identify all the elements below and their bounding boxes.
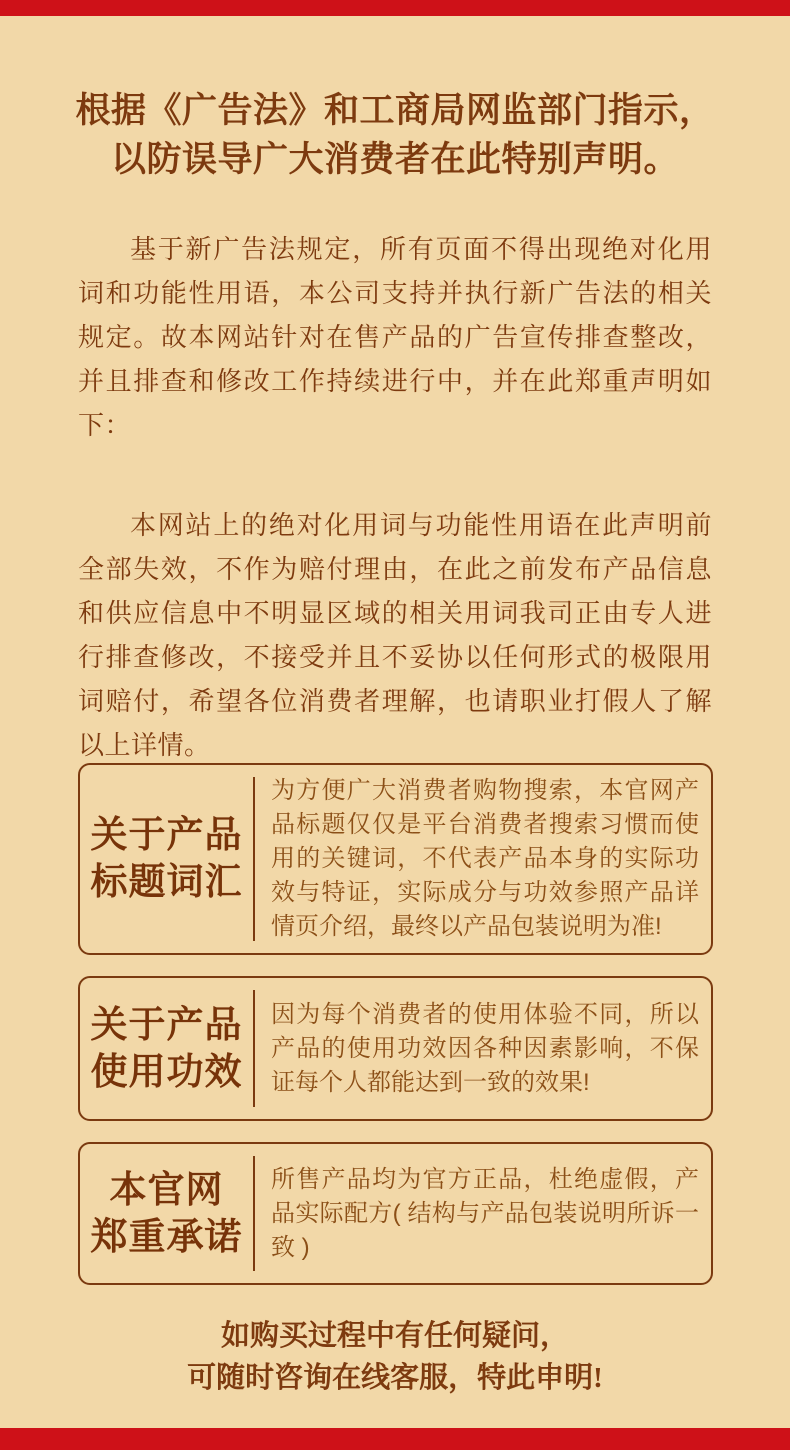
notice-box-label-line-1: 本官网 <box>109 1169 224 1211</box>
notice-box-product-effect <box>78 976 713 1121</box>
notice-box-label-line-2: 郑重承诺 <box>90 1216 243 1258</box>
notice-box-label-line-1: 关于产品 <box>90 1004 243 1046</box>
bottom-red-strip <box>0 1428 790 1450</box>
top-red-strip <box>0 0 790 16</box>
notice-box-text: 所售产品均为官方正品，杜绝虚假，产品实际配方( 结构与产品包装说明所诉一致 ) <box>271 1165 699 1261</box>
heading-line-2: 以防误导广大消费者在此特别声明。 <box>110 140 679 179</box>
footer-line-2: 可随时咨询在线客服，特此申明! <box>187 1362 603 1394</box>
notice-box-label <box>80 765 253 953</box>
footer-note <box>0 1315 790 1399</box>
footer-line-1: 如购买过程中有任何疑问， <box>220 1320 569 1352</box>
notice-box-text: 因为每个消费者的使用体验不同，所以产品的使用功效因各种因素影响，不保证每个人都能达到一致的效果! <box>271 1000 699 1096</box>
notice-box-text: 为方便广大消费者购物搜索，本官网产品标题仅仅是平台消费者搜索习惯而使用的关键词，不代表产品本身的实际功效与特证，实际成分与功效参照产品详情页介绍，最终以产品包装说明为准! <box>271 777 699 940</box>
notice-box-official-promise <box>78 1142 713 1285</box>
notice-box-label-line-1: 关于产品 <box>90 815 243 856</box>
statement-paragraph: 本网站上的绝对化用词与功能性用语在此声明前全部失效，不作为赔付理由，在此之前发布产品信息和供应信息中不明显区域的相关用词我司正由专人进行排查修改，不接受并且不妥协以任何形式的极限用词赔付，希望各位消费者理解，也请职业打假人了解以上详情。 <box>78 511 712 760</box>
page-title <box>40 86 750 184</box>
notice-box-product-title <box>78 763 713 955</box>
notice-box-label <box>80 978 253 1119</box>
notice-box-label <box>80 1144 253 1283</box>
notice-box-label-line-2: 使用功效 <box>90 1051 243 1093</box>
heading-line-1: 根据《广告法》和工商局网监部门指示， <box>75 91 715 130</box>
notice-box-label-line-2: 标题词汇 <box>90 862 243 903</box>
intro-paragraph: 基于新广告法规定，所有页面不得出现绝对化用词和功能性用语，本公司支持并执行新广告法的相关规定。故本网站针对在售产品的广告宣传排查整改，并且排查和修改工作持续进行中，并在此郑重声明如下： <box>78 235 712 440</box>
notice-boxes <box>78 763 713 1285</box>
